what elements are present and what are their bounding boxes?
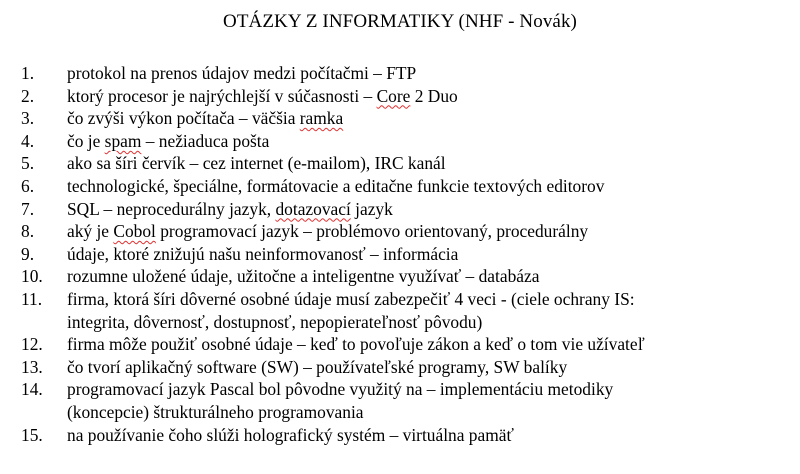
question-item (0, 288, 800, 333)
text-segment: programovací jazyk – problémovo orientovaný, procedurálny (155, 221, 589, 242)
text-segment: technologické, špeciálne, formátovacie a editačne funkcie textových editorov (67, 175, 605, 196)
question-text (67, 378, 800, 423)
question-text-line (67, 175, 800, 198)
question-number: 1. (21, 63, 35, 83)
question-text-line (67, 311, 800, 334)
text-segment: ako sa šíri červík – cez internet (e-mailom), IRC kanál (67, 153, 446, 174)
question-text-line (67, 85, 800, 108)
question-text-line (67, 220, 800, 243)
question-text (67, 220, 800, 243)
question-number: 6. (21, 175, 35, 196)
text-segment: čo tvorí aplikačný software (SW) – používateľské programy, SW balíky (67, 356, 568, 377)
text-segment: – nežiaduca pošta (141, 130, 270, 151)
question-number: 15. (21, 424, 43, 445)
document-title: OTÁZKY Z INFORMATIKY (NHF - Novák) (223, 11, 577, 32)
text-segment: firma, ktorá šíri dôverné osobné údaje musí zabezpečiť 4 veci - (ciele ochrany IS: (67, 288, 635, 309)
text-segment: čo je (67, 130, 105, 151)
question-text-line (67, 356, 800, 379)
question-text (67, 243, 800, 266)
question-text (67, 62, 800, 85)
question-item (0, 378, 800, 423)
question-text-line (67, 130, 800, 153)
spellcheck-flagged-word: spam (104, 130, 142, 151)
question-text (67, 333, 800, 356)
text-segment: SQL – neprocedurálny jazyk, (67, 198, 276, 219)
question-text-line (67, 401, 800, 424)
question-item (0, 220, 800, 243)
question-text-line (67, 424, 800, 447)
question-text (67, 288, 800, 333)
question-text (67, 198, 800, 221)
question-text-line (67, 107, 800, 130)
question-text (67, 356, 800, 379)
text-segment: rozumne uložené údaje, užitočne a inteligentne využívať – databáza (67, 266, 540, 287)
text-segment: čo zvýši výkon počítača – väčšia (67, 108, 300, 129)
question-number: 8. (21, 221, 35, 242)
question-item (0, 85, 800, 108)
question-text (67, 85, 800, 108)
question-list (0, 62, 800, 446)
question-item (0, 356, 800, 379)
question-item (0, 62, 800, 85)
question-text (67, 424, 800, 447)
question-number: 3. (21, 108, 35, 129)
question-item (0, 243, 800, 266)
question-number: 4. (21, 130, 35, 151)
question-text-line (67, 265, 800, 288)
text-segment: údaje, ktoré znižujú našu neinformovanosť – informácia (67, 243, 459, 264)
question-number: 2. (21, 85, 35, 106)
question-text (67, 265, 800, 288)
text-segment: na používanie čoho slúži holografický systém – virtuálna pamäť (67, 424, 514, 445)
question-item (0, 265, 800, 288)
spellcheck-flagged-word: Cobol (113, 221, 156, 242)
question-number: 11. (21, 288, 43, 309)
question-text (67, 175, 800, 198)
text-segment: 2 Duo (410, 85, 458, 106)
question-text-line (67, 198, 800, 221)
question-item (0, 107, 800, 130)
question-number: 14. (21, 379, 43, 400)
question-item (0, 175, 800, 198)
question-number: 13. (21, 356, 43, 377)
text-segment: protokol na prenos údajov medzi počítačmi – FTP (67, 63, 417, 83)
spellcheck-flagged-word: ramka (299, 108, 344, 129)
text-segment: firma môže použiť osobné údaje – keď to povoľuje zákon a keď o tom vie užívateľ (67, 334, 645, 355)
question-number: 10. (21, 266, 43, 287)
question-item (0, 130, 800, 153)
question-item (0, 424, 800, 447)
spellcheck-flagged-word: dotazovací (275, 198, 351, 219)
question-item (0, 333, 800, 356)
question-item (0, 198, 800, 221)
question-text (67, 107, 800, 130)
question-text-line (67, 62, 800, 85)
question-number: 12. (21, 334, 43, 355)
question-number: 9. (21, 243, 35, 264)
question-item (0, 152, 800, 175)
spellcheck-flagged-word: Core (376, 85, 411, 106)
text-segment: ktorý procesor je najrýchlejší v súčasnosti – (67, 85, 377, 106)
text-segment: (koncepcie) štrukturálneho programovania (67, 401, 364, 422)
question-text-line (67, 333, 800, 356)
question-text-line (67, 288, 800, 311)
question-text-line (67, 243, 800, 266)
question-text (67, 130, 800, 153)
question-text-line (67, 152, 800, 175)
text-segment: aký je (67, 221, 114, 242)
text-segment: programovací jazyk Pascal bol pôvodne využitý na – implementáciu metodiky (67, 379, 614, 400)
question-number: 7. (21, 198, 35, 219)
text-segment: jazyk (350, 198, 393, 219)
question-text (67, 152, 800, 175)
question-number: 5. (21, 153, 35, 174)
question-text-line (67, 378, 800, 401)
text-segment: integrita, dôvernosť, dostupnosť, nepopierateľnosť pôvodu) (67, 311, 483, 332)
